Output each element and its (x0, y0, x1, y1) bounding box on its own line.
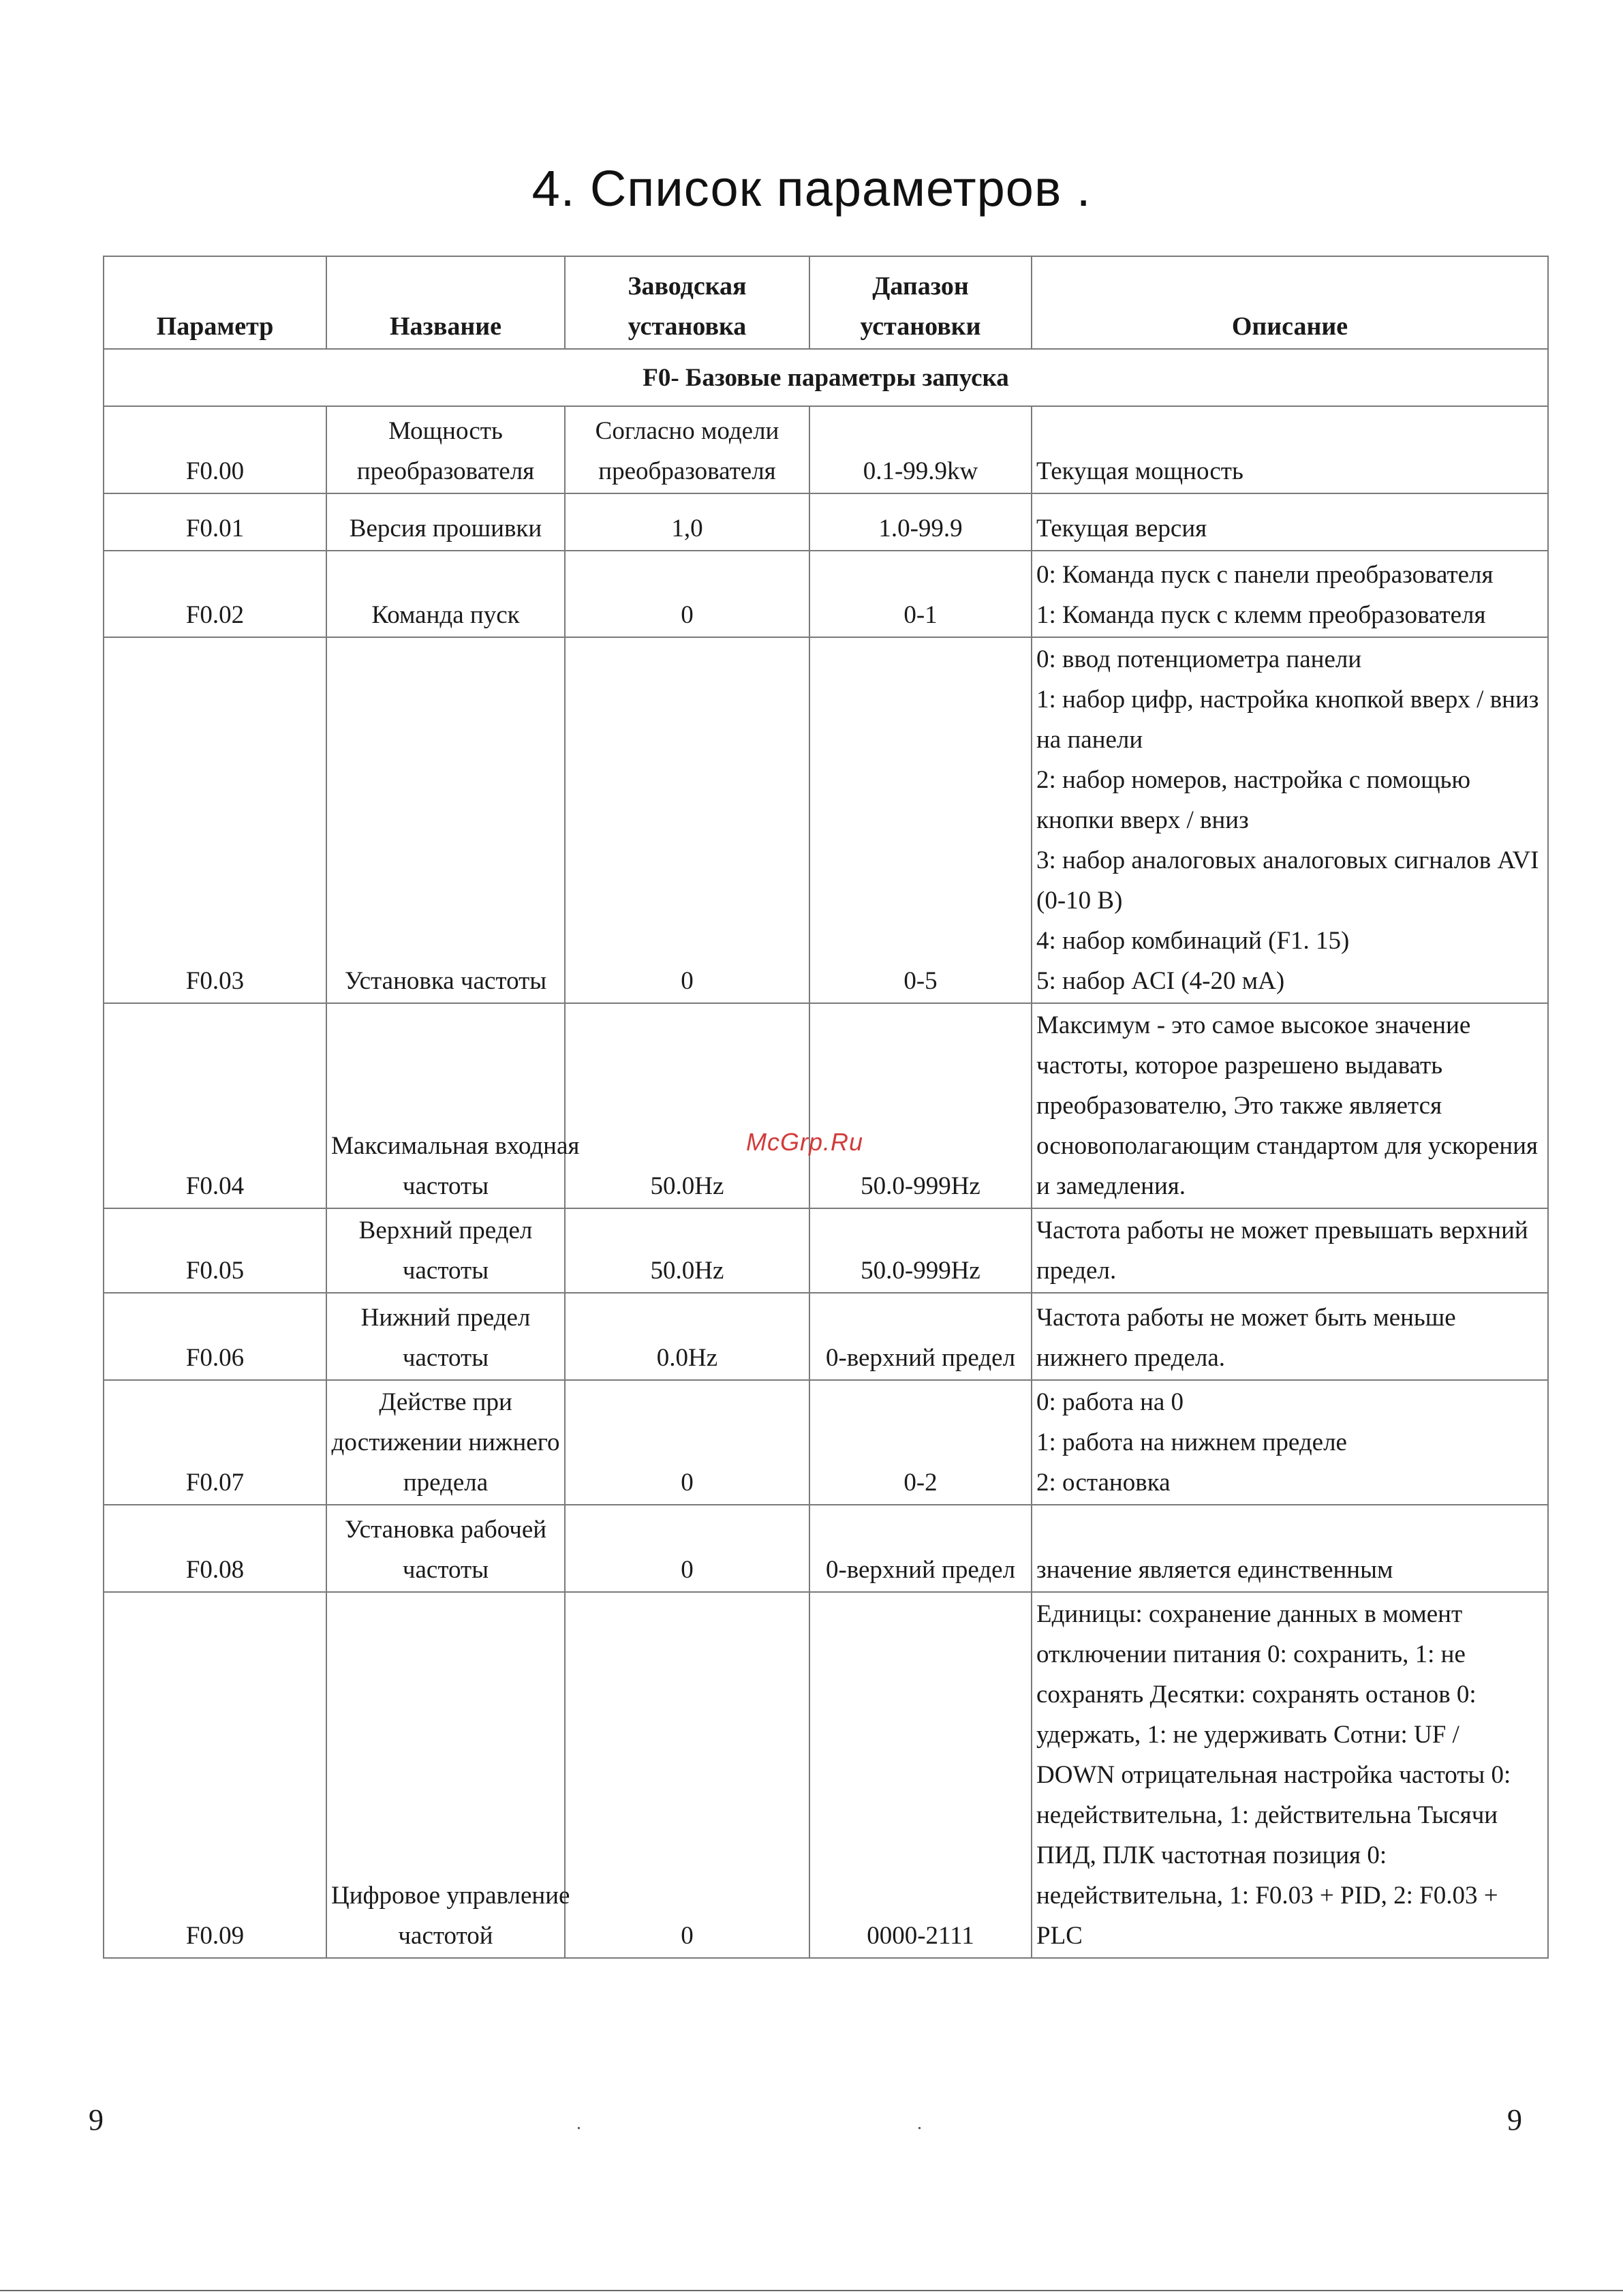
param-name-line: Установка частоты (344, 967, 547, 995)
factory-value (565, 1293, 809, 1380)
description-line: 4: набор комбинаций (F1. 15) (1036, 927, 1350, 955)
description-line: 1: Команда пуск с клемм преобразователя (1036, 601, 1486, 629)
factory-value-line: 50.0Hz (650, 1172, 724, 1200)
param-code: F0.01 (104, 493, 326, 551)
table-row (104, 637, 1548, 1003)
header-range-line: Дапазон (872, 272, 969, 301)
param-name-line: предела (403, 1469, 489, 1497)
param-name-line: достижении нижнего (331, 1428, 560, 1456)
factory-value-line: 0 (681, 1469, 694, 1497)
factory-value (565, 1505, 809, 1592)
parameter-table (103, 256, 1549, 1959)
param-code: F0.05 (104, 1208, 326, 1293)
param-name (326, 1208, 565, 1293)
description-line: Единицы: сохранение данных в момент отключении питания 0: сохранить, 1: не сохранять Десятки: сохранять останов 0: удержать, 1: не удерживать Сотни: UF / DOWN отрицательная настройка частоты 0: недействительна, 1: действительна Тысячи ПИД, ПЛК частотная позиция 0: недействительна, 1: F0.03 + PID, 2: F0.03 + PLC (1036, 1600, 1511, 1950)
param-name-line: частоты (402, 1172, 489, 1200)
page-title: 4. Список параметров . (531, 160, 1092, 217)
description-line: 0: ввод потенциометра панели (1036, 645, 1362, 673)
param-code: F0.00 (104, 406, 326, 493)
description-line: 1: набор цифр, настройка кнопкой вверх / вниз на панели (1036, 686, 1539, 754)
description-line: 2: набор номеров, настройка с помощью кнопки вверх / вниз (1036, 766, 1471, 834)
header-param: Параметр (104, 256, 326, 349)
page-bottom-rule (0, 2290, 1623, 2291)
param-name-line: Мощность (388, 417, 503, 445)
range-value: 0-1 (809, 551, 1032, 637)
description (1032, 406, 1548, 493)
description-line: 1: работа на нижнем пределе (1036, 1428, 1347, 1456)
param-name-line: Нижний предел (360, 1304, 531, 1332)
factory-value-line: 0 (681, 1922, 694, 1950)
range-value: 0-2 (809, 1380, 1032, 1505)
description (1032, 551, 1548, 637)
param-name (326, 1293, 565, 1380)
factory-value-line: 1,0 (671, 515, 703, 542)
header-factory: Заводская установка (565, 256, 809, 349)
param-name (326, 493, 565, 551)
param-name-line: частоты (402, 1344, 489, 1372)
factory-value-line: Согласно модели (595, 417, 779, 445)
param-name-line: частотой (398, 1922, 493, 1950)
table-row (104, 406, 1548, 493)
description-line: 0: Команда пуск с панели преобразователя (1036, 561, 1494, 589)
param-code: F0.06 (104, 1293, 326, 1380)
param-name-line: Версия прошивки (349, 515, 542, 542)
table-row (104, 1505, 1548, 1592)
range-value: 0000-2111 (809, 1592, 1032, 1958)
param-name-line: Верхний предел (358, 1216, 533, 1244)
description (1032, 1505, 1548, 1592)
range-value: 0-5 (809, 637, 1032, 1003)
watermark: McGrp.Ru (746, 1128, 864, 1156)
param-name (326, 551, 565, 637)
param-name-line: частоты (402, 1257, 489, 1285)
param-code: F0.08 (104, 1505, 326, 1592)
param-name-line: Цифровое управление (331, 1882, 570, 1910)
param-name (326, 1505, 565, 1592)
param-name (326, 1592, 570, 1958)
table-row (104, 1293, 1548, 1380)
param-name-line: частоты (402, 1556, 489, 1584)
description (1032, 1380, 1548, 1505)
param-name-line: Команда пуск (371, 601, 520, 629)
range-value: 50.0-999Hz (809, 1208, 1032, 1293)
param-code: F0.02 (104, 551, 326, 637)
description-line: 2: остановка (1036, 1469, 1171, 1497)
description (1032, 1293, 1548, 1380)
factory-value (565, 551, 809, 637)
header-range-line: установки (860, 312, 981, 341)
section-title: F0- Базовые параметры запуска (104, 349, 1548, 406)
header-name: Название (326, 256, 565, 349)
description-line: 3: набор аналоговых аналоговых сигналов AVI (0-10 В) (1036, 846, 1539, 915)
footer-dot: . (917, 2113, 922, 2134)
factory-value (565, 1208, 809, 1293)
page-number-right: 9 (1507, 2103, 1522, 2137)
param-code: F0.07 (104, 1380, 326, 1505)
page-number-left: 9 (89, 2103, 104, 2137)
factory-value (565, 1592, 809, 1958)
factory-value-line: 0.0Hz (656, 1344, 718, 1372)
description-line: Текущая мощность (1036, 457, 1243, 485)
table-row (104, 1003, 1548, 1208)
footer-dot: . (576, 2113, 581, 2134)
description-line: значение является единственным (1036, 1556, 1393, 1584)
param-name-line: Установка рабочей (344, 1516, 547, 1544)
section-row (104, 349, 1548, 406)
param-name (326, 1380, 565, 1505)
header-description: Описание (1032, 256, 1548, 349)
range-value: 50.0-999Hz (809, 1003, 1032, 1208)
description-line: Частота работы не может превышать верхний предел. (1036, 1216, 1528, 1285)
description (1032, 1003, 1548, 1208)
table-header-row (104, 256, 1548, 349)
description-line: Текущая версия (1036, 515, 1207, 542)
param-name-line: Максимальная входная (331, 1132, 580, 1160)
table-row (104, 1592, 1548, 1958)
table-row (104, 551, 1548, 637)
description (1032, 637, 1548, 1003)
param-name (326, 1003, 580, 1208)
factory-value (565, 406, 809, 493)
factory-value-line: 0 (681, 1556, 694, 1584)
description (1032, 1592, 1548, 1958)
param-code: F0.04 (104, 1003, 326, 1208)
param-name (326, 406, 565, 493)
factory-value-line: преобразователя (598, 457, 776, 485)
description-line: Частота работы не может быть меньше нижнего предела. (1036, 1304, 1456, 1372)
param-name-line: преобразователя (356, 457, 535, 485)
factory-value (565, 493, 809, 551)
range-value: 0-верхний предел (809, 1293, 1032, 1380)
table-row (104, 493, 1548, 551)
range-value: 0.1-99.9kw (809, 406, 1032, 493)
header-range (809, 256, 1032, 349)
description-line: 0: работа на 0 (1036, 1388, 1184, 1416)
description-line: Максимум - это самое высокое значение частоты, которое разрешено выдавать преобразователю, Это также является основополагающим стандартом для ускорения и замедления. (1036, 1011, 1539, 1200)
table-row (104, 1208, 1548, 1293)
description-line: 5: набор ACI (4-20 мА) (1036, 967, 1285, 995)
range-value: 0-верхний предел (809, 1505, 1032, 1592)
factory-value (565, 637, 809, 1003)
factory-value (565, 1380, 809, 1505)
factory-value-line: 50.0Hz (650, 1257, 724, 1285)
description (1032, 1208, 1548, 1293)
param-code: F0.03 (104, 637, 326, 1003)
factory-value-line: 0 (681, 967, 694, 995)
param-name (326, 637, 565, 1003)
param-name-line: Действе при (379, 1388, 512, 1416)
range-value: 1.0-99.9 (809, 493, 1032, 551)
param-code: F0.09 (104, 1592, 326, 1958)
description (1032, 493, 1548, 551)
factory-value (565, 1003, 809, 1208)
table-row (104, 1380, 1548, 1505)
factory-value-line: 0 (681, 601, 694, 629)
